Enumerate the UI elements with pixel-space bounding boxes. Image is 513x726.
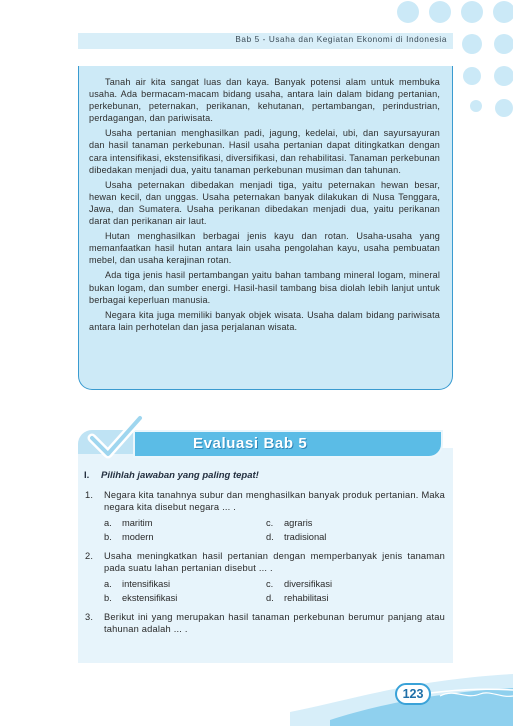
evaluation-title: Evaluasi Bab 5 — [193, 435, 308, 452]
evaluation-title-bar — [133, 430, 443, 458]
instruction-text: Pilihlah jawaban yang paling tepat! — [101, 470, 259, 481]
question-number: 1. — [85, 490, 94, 500]
question-1 — [85, 489, 445, 514]
summary-paragraph: Ada tiga jenis hasil pertambangan yaitu bahan tambang mineral logam, mineral bukan logam, dan sumber energi. Hasil-hasil tambang bisa diolah lebih lanjut untuk berbagai keperluan manusia. — [89, 270, 440, 305]
option: a. intensifikasi — [104, 578, 171, 589]
page-number: 123 — [395, 683, 431, 705]
summary-paragraph: Negara kita juga memiliki banyak objek wisata. Usaha dalam bidang pariwisata antara lain perhotelan dan jasa perjalanan wisata. — [89, 309, 440, 332]
option: d. tradisional — [266, 531, 327, 542]
question-3 — [85, 611, 445, 636]
option: c. agraris — [266, 517, 313, 528]
question-text: Berikut ini yang merupakan hasil tanaman perkebunan berumur panjang atau tahunan adalah ... . — [104, 611, 445, 635]
option: a. maritim — [104, 517, 153, 528]
question-1-options — [85, 518, 445, 542]
option: b. modern — [104, 531, 154, 542]
section-number: I. — [84, 470, 90, 481]
question-2 — [85, 550, 445, 575]
section-instruction — [85, 470, 445, 481]
summary-paragraph: Hutan menghasilkan berbagai jenis kayu dan rotan. Usaha-usaha yang memanfaatkan hasil hutan antara lain usaha pengolahan kayu, usaha pembuatan mebel, dan usaha kerajinan rotan. — [89, 231, 440, 266]
summary-paragraph: Usaha peternakan dibedakan menjadi tiga, yaitu peternakan hewan besar, hewan kecil, dan unggas. Usaha peternakan banyak dilakukan di Nusa Tenggara, Jawa, dan Sumatera. Usaha perikanan dibedakan menjadi dua, yaitu perikanan darat dan perikanan air laut. — [89, 179, 440, 227]
chapter-summary-box — [78, 66, 453, 390]
option: c. diversifikasi — [266, 578, 333, 589]
questions-area — [85, 470, 445, 639]
question-2-options — [85, 579, 445, 603]
question-number: 3. — [85, 611, 94, 622]
question-text: Usaha meningkatkan hasil pertanian dengan memperbanyak jenis tanaman pada suatu lahan pertanian disebut ... . — [104, 550, 445, 574]
summary-paragraph: Usaha pertanian menghasilkan padi, jagung, kedelai, ubi, dan sayursayuran dan hasil tanaman perkebunan. Hasil usaha pertanian dapat ditingkatkan dengan cara intensifikasi, ekstensifikasi, diversifikasi, dan rehabilitasi. Tanaman perkebunan dibedakan menjadi dua, yaitu tanaman perkebunan musiman dan tahunan. — [89, 128, 440, 175]
checkmark-icon — [86, 414, 146, 464]
question-number: 2. — [85, 550, 94, 561]
option: d. rehabilitasi — [266, 592, 329, 603]
option: b. ekstensifikasi — [104, 592, 178, 603]
summary-paragraph: Tanah air kita sangat luas dan kaya. Banyak potensi alam untuk membuka usaha. Ada bermacam-macam bidang usaha, antara lain dalam bidang pertanian, perkebunan, peternakan, perikanan, kehutanan, pertambangan, perindustrian, perdagangan, dan pariwisata. — [89, 77, 440, 124]
running-title: Bab 5 - Usaha dan Kegiatan Ekonomi di Indonesia — [235, 35, 447, 44]
question-text: Negara kita tanahnya subur dan menghasilkan banyak produk pertanian. Maka negara kita disebut negara ... . — [104, 490, 445, 513]
